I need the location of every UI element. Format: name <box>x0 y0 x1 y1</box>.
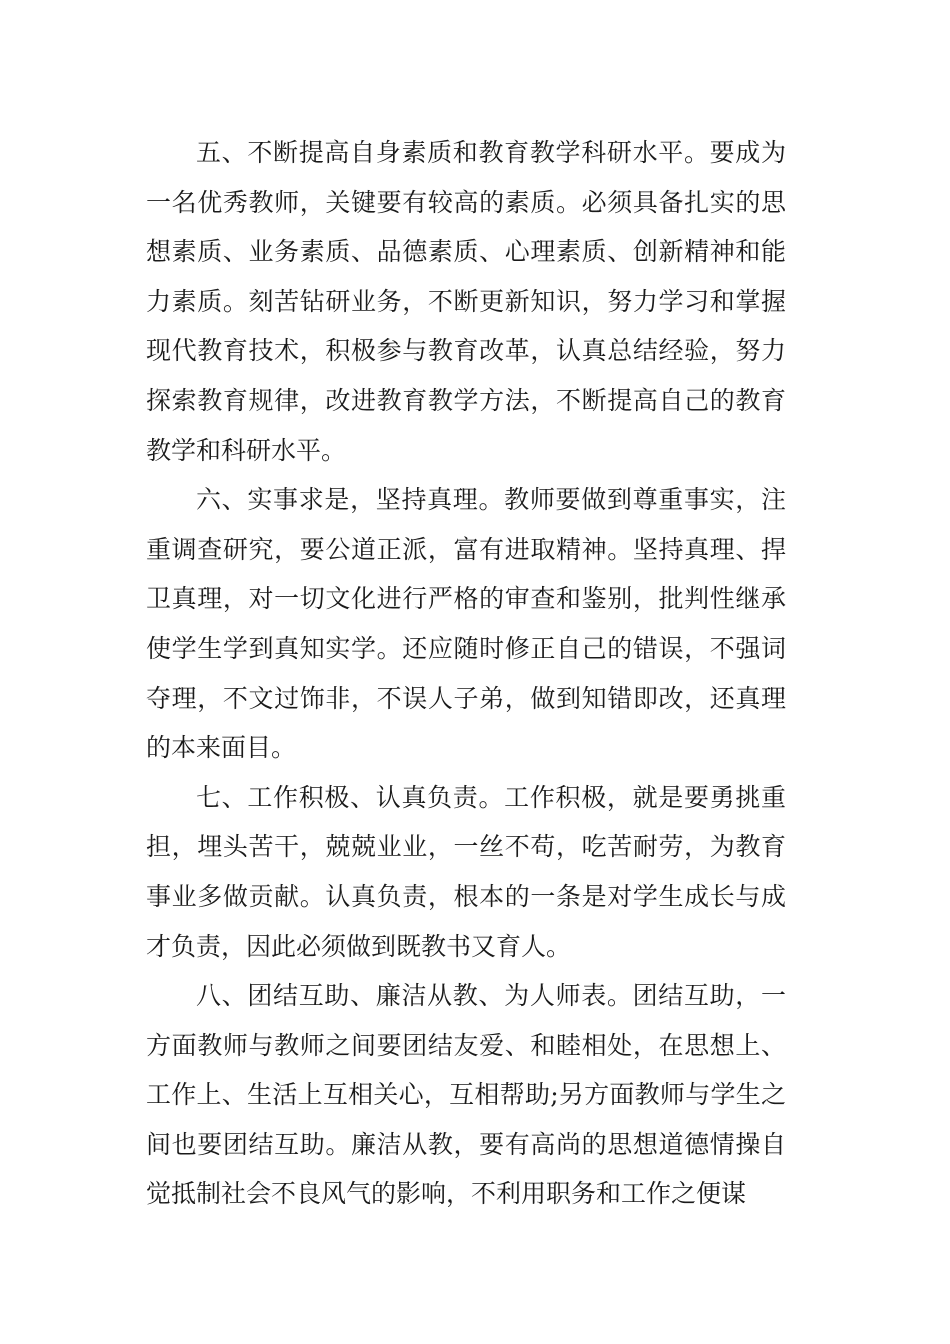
paragraph-eight: 八、团结互助、廉洁从教、为人师表。团结互助，一方面教师与教师之间要团结友爱、和睦相处，在思想上、工作上、生活上互相关心，互相帮助;另方面教师与学生之间也要团结互助。廉洁从教，要有高尚的思想道德情操自觉抵制社会不良风气的影响，不利用职务和工作之便谋 <box>146 981 786 1209</box>
paragraph-five: 五、不断提高自身素质和教育教学科研水平。要成为一名优秀教师，关键要有较高的素质。必须具备扎实的思想素质、业务素质、品德素质、心理素质、创新精神和能力素质。刻苦钻研业务，不断更新知识，努力学习和掌握现代教育技术，积极参与教育改革，认真总结经验，努力探索教育规律，改进教育教学方法，不断提高自己的教育教学和科研水平。 <box>146 138 786 465</box>
paragraph-seven: 七、工作积极、认真负责。工作积极，就是要勇挑重担，埋头苦干，兢兢业业，一丝不苟，吃苦耐劳，为教育事业多做贡献。认真负责，根本的一条是对学生成长与成才负责，因此必须做到既教书又育人。 <box>146 782 786 961</box>
document-body <box>146 128 786 1219</box>
paragraph-six: 六、实事求是，坚持真理。教师要做到尊重事实，注重调查研究，要公道正派，富有进取精神。坚持真理、捍卫真理，对一切文化进行严格的审查和鉴别，批判性继承使学生学到真知实学。还应随时修正自己的错误，不强词夺理，不文过饰非，不误人子弟，做到知错即改，还真理的本来面目。 <box>146 485 786 763</box>
